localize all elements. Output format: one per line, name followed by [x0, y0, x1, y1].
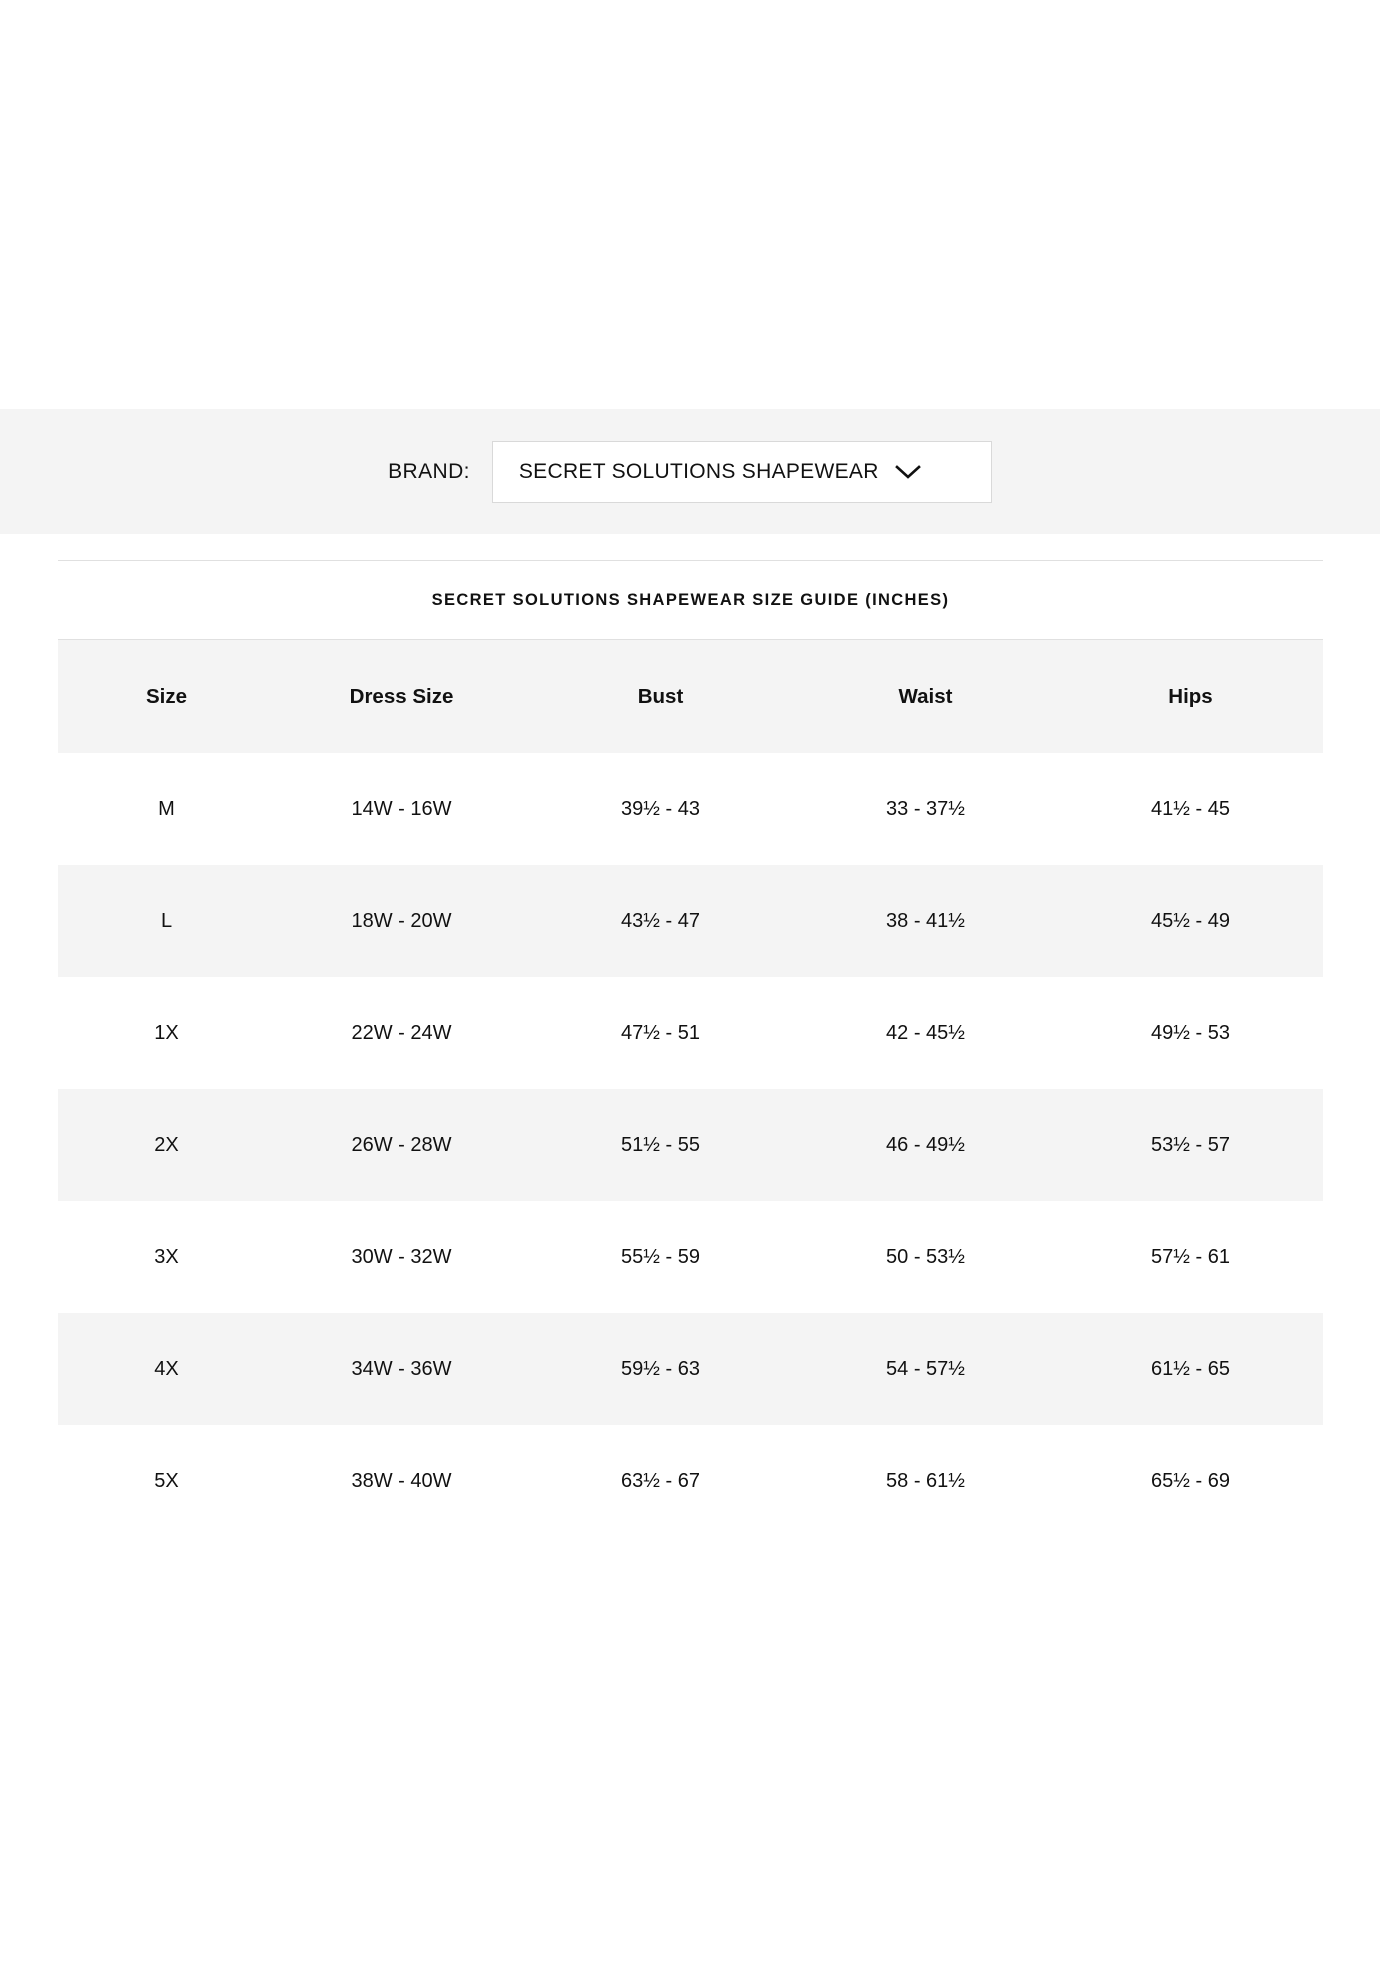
cell-dress: 18W - 20W — [275, 865, 528, 977]
cell-size: 4X — [58, 1313, 275, 1425]
table-row — [58, 1313, 1323, 1425]
cell-size: 5X — [58, 1425, 275, 1537]
cell-bust: 55½ - 59 — [528, 1201, 793, 1313]
brand-selector-bar — [0, 409, 1380, 534]
cell-bust: 59½ - 63 — [528, 1313, 793, 1425]
cell-hips: 61½ - 65 — [1058, 1313, 1323, 1425]
column-header-size: Size — [58, 640, 275, 753]
brand-selector-row — [388, 441, 992, 503]
cell-waist: 38 - 41½ — [793, 865, 1058, 977]
cell-size: 1X — [58, 977, 275, 1089]
column-header-dress-size: Dress Size — [275, 640, 528, 753]
size-chart-table — [58, 640, 1323, 1537]
size-guide-section — [58, 560, 1323, 1537]
cell-waist: 54 - 57½ — [793, 1313, 1058, 1425]
cell-hips: 65½ - 69 — [1058, 1425, 1323, 1537]
cell-waist: 50 - 53½ — [793, 1201, 1058, 1313]
cell-bust: 39½ - 43 — [528, 753, 793, 865]
cell-hips: 57½ - 61 — [1058, 1201, 1323, 1313]
cell-hips: 45½ - 49 — [1058, 865, 1323, 977]
cell-size: 2X — [58, 1089, 275, 1201]
cell-waist: 58 - 61½ — [793, 1425, 1058, 1537]
column-header-hips: Hips — [1058, 640, 1323, 753]
cell-dress: 34W - 36W — [275, 1313, 528, 1425]
cell-dress: 22W - 24W — [275, 977, 528, 1089]
brand-select-value: SECRET SOLUTIONS SHAPEWEAR — [518, 459, 879, 483]
cell-waist: 46 - 49½ — [793, 1089, 1058, 1201]
size-guide-title-wrap — [58, 560, 1323, 640]
cell-bust: 43½ - 47 — [528, 865, 793, 977]
cell-bust: 63½ - 67 — [528, 1425, 793, 1537]
table-row — [58, 1089, 1323, 1201]
cell-hips: 53½ - 57 — [1058, 1089, 1323, 1201]
cell-waist: 42 - 45½ — [793, 977, 1058, 1089]
cell-dress: 38W - 40W — [275, 1425, 528, 1537]
cell-dress: 14W - 16W — [275, 753, 528, 865]
cell-dress: 30W - 32W — [275, 1201, 528, 1313]
table-row — [58, 1201, 1323, 1313]
table-body — [58, 753, 1323, 1537]
cell-hips: 49½ - 53 — [1058, 977, 1323, 1089]
table-row — [58, 1425, 1323, 1537]
table-row — [58, 753, 1323, 865]
table-row — [58, 977, 1323, 1089]
cell-size: L — [58, 865, 275, 977]
table-row — [58, 865, 1323, 977]
brand-label: BRAND: — [388, 459, 470, 483]
column-header-waist: Waist — [793, 640, 1058, 753]
size-guide-title: SECRET SOLUTIONS SHAPEWEAR SIZE GUIDE (INCHES) — [431, 590, 950, 609]
table-head — [58, 640, 1323, 753]
cell-dress: 26W - 28W — [275, 1089, 528, 1201]
cell-waist: 33 - 37½ — [793, 753, 1058, 865]
cell-size: 3X — [58, 1201, 275, 1313]
chevron-down-icon — [895, 464, 921, 480]
brand-select[interactable] — [492, 441, 992, 503]
table-header-row — [58, 640, 1323, 753]
cell-size: M — [58, 753, 275, 865]
cell-hips: 41½ - 45 — [1058, 753, 1323, 865]
cell-bust: 47½ - 51 — [528, 977, 793, 1089]
cell-bust: 51½ - 55 — [528, 1089, 793, 1201]
column-header-bust: Bust — [528, 640, 793, 753]
